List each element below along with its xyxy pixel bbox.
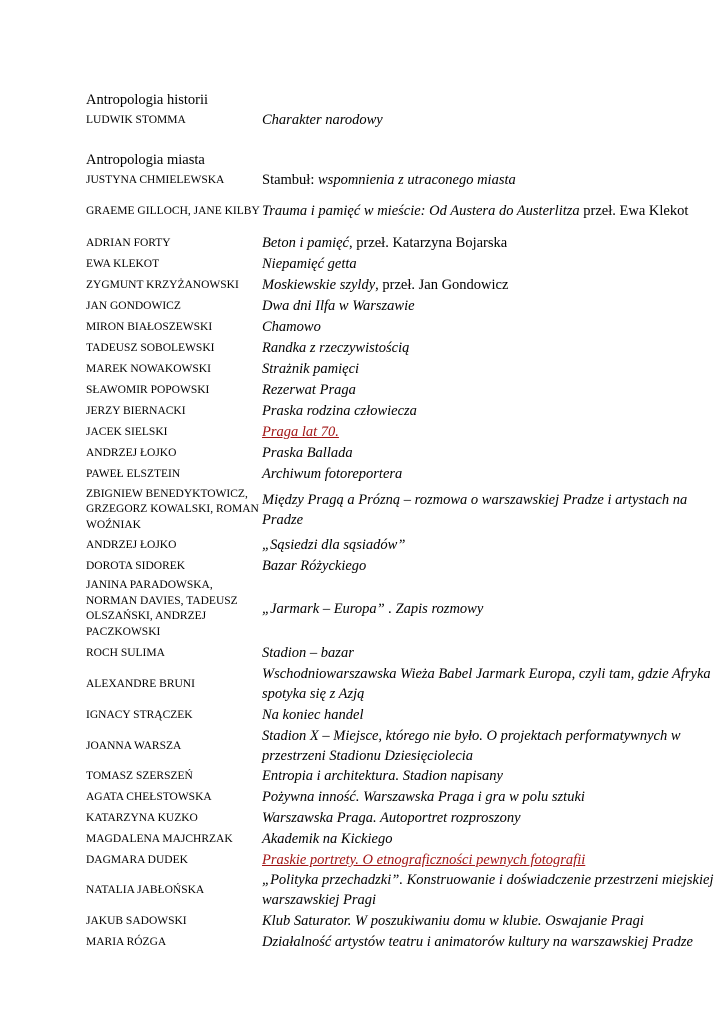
entry-row: [86, 191, 722, 231]
entry-title: „Sąsiedzi dla sąsiadów”: [262, 537, 406, 553]
entry-author: ZYGMUNT KRZYŻANOWSKI: [86, 279, 239, 291]
entry-title: „Polityka przechadzki”. Konstruowanie i doświadczenie przestrzeni miejskiej warszawskiej Pragi: [262, 872, 714, 908]
entry-title: Warszawska Praga. Autoportret rozproszony: [262, 810, 521, 826]
entry-row: [86, 443, 722, 463]
entry-title: Praska rodzina człowiecza: [262, 403, 417, 419]
entry-title: [262, 422, 722, 442]
entry-row: [86, 556, 722, 576]
entry-author: MARIA RÓZGA: [86, 936, 167, 948]
entry-author: TADEUSZ SOBOLEWSKI: [86, 342, 215, 354]
entry-row: [86, 643, 722, 663]
entry-row: [86, 486, 722, 534]
entry-author: ROCH SULIMA: [86, 647, 165, 659]
entry-author: KATARZYNA KUZKO: [86, 812, 198, 824]
entry-title: „Jarmark – Europa” . Zapis rozmowy: [262, 601, 484, 617]
entry-title: Stambuł: wspomnienia z utraconego miasta: [262, 172, 516, 188]
entry-author: SŁAWOMIR POPOWSKI: [86, 384, 210, 396]
entry-title: Stadion X – Miejsce, którego nie było. O projektach performatywnych w przestrzeni Stadionu Dziesięciolecia: [262, 728, 681, 764]
entry-author: MAREK NOWAKOWSKI: [86, 363, 211, 375]
entry-author: JANINA PARADOWSKA, NORMAN DAVIES, TADEUSZ OLSZAŃSKI, ANDRZEJ PACZKOWSKI: [86, 579, 238, 638]
entry-author: JAN GONDOWICZ: [86, 300, 181, 312]
entry-title: Moskiewskie szyldy, przeł. Jan Gondowicz: [262, 277, 509, 293]
entry-author: ALEXANDRE BRUNI: [86, 678, 195, 690]
entry-title: Archiwum fotoreportera: [262, 466, 403, 482]
entry-title: Niepamięć getta: [262, 256, 357, 272]
entry-row: [86, 296, 722, 316]
entry-title: Charakter narodowy: [262, 112, 383, 128]
entry-row: [86, 254, 722, 274]
entry-row: [86, 338, 722, 358]
entry-author: ANDRZEJ ŁOJKO: [86, 447, 177, 459]
entry-row: [86, 422, 722, 442]
entry-title: Praska Ballada: [262, 445, 353, 461]
entry-author: TOMASZ SZERSZEŃ: [86, 770, 193, 782]
entry-author: JAKUB SADOWSKI: [86, 915, 187, 927]
entry-row: [86, 766, 722, 786]
entry-author: ADRIAN FORTY: [86, 237, 171, 249]
entry-title: Bazar Różyckiego: [262, 558, 367, 574]
entry-author: JERZY BIERNACKI: [86, 405, 186, 417]
entry-row: [86, 787, 722, 807]
entry-author: JOANNA WARSZA: [86, 740, 182, 752]
entry-author: ANDRZEJ ŁOJKO: [86, 539, 177, 551]
entry-row: [86, 535, 722, 555]
entry-author: MAGDALENA MAJCHRZAK: [86, 833, 233, 845]
entry-row: [86, 850, 722, 870]
entry-row: [86, 726, 722, 766]
entry-row: [86, 664, 722, 704]
entry-author: GRAEME GILLOCH, JANE KILBY: [86, 205, 260, 217]
entry-title: Entropia i architektura. Stadion napisany: [262, 768, 503, 784]
entry-title: Na koniec handel: [262, 707, 364, 723]
entry-title: Pożywna inność. Warszawska Praga i gra w polu sztuki: [262, 789, 585, 805]
entry-author: ZBIGNIEW BENEDYKTOWICZ, GRZEGORZ KOWALSKI, ROMAN WOŹNIAK: [86, 487, 259, 531]
entry-row: [86, 170, 722, 190]
entry-author: MIRON BIAŁOSZEWSKI: [86, 321, 213, 333]
entry-author: DAGMARA DUDEK: [86, 854, 188, 866]
entry-title: Działalność artystów teatru i animatorów kultury na warszawskiej Pradze: [262, 934, 693, 950]
entry-author: NATALIA JABŁOŃSKA: [86, 884, 205, 896]
entry-title: Dwa dni Ilfa w Warszawie: [262, 298, 415, 314]
entry-author: LUDWIK STOMMA: [86, 114, 186, 126]
entry-title: Chamowo: [262, 319, 321, 335]
entry-row: [86, 464, 722, 484]
entry-title: Strażnik pamięci: [262, 361, 360, 377]
entry-title: Akademik na Kickiego: [262, 831, 393, 847]
entry-row: [86, 110, 722, 130]
entry-author: AGATA CHEŁSTOWSKA: [86, 791, 212, 803]
entry-title-link[interactable]: Praskie portrety. O etnograficzności pewnych fotografii: [262, 852, 586, 868]
section-heading-antropologia-miasta: Antropologia miasta: [86, 152, 205, 168]
entry-author: IGNACY STRĄCZEK: [86, 709, 193, 721]
section-heading-antropologia-historii: Antropologia historii: [86, 92, 209, 108]
entry-row: [86, 317, 722, 337]
entry-row: [86, 911, 722, 931]
entry-title: [262, 850, 722, 870]
entry-row: [86, 359, 722, 379]
entry-author: JACEK SIELSKI: [86, 426, 168, 438]
entry-author: EWA KLEKOT: [86, 258, 160, 270]
entry-author: DOROTA SIDOREK: [86, 560, 186, 572]
entry-title-link[interactable]: Praga lat 70.: [262, 424, 339, 440]
entry-row: [86, 233, 722, 253]
entry-title: Klub Saturator. W poszukiwaniu domu w klubie. Oswajanie Pragi: [262, 913, 644, 929]
entry-title: Stadion – bazar: [262, 645, 354, 661]
entry-row: [86, 932, 722, 952]
entry-row: [86, 870, 722, 910]
entry-row: [86, 577, 722, 641]
entry-title: Rezerwat Praga: [262, 382, 356, 398]
entry-title: Wschodniowarszawska Wieża Babel Jarmark Europa, czyli tam, gdzie Afryka spotyka się z Azją: [262, 666, 711, 702]
entry-row: [86, 401, 722, 421]
entry-row: [86, 380, 722, 400]
entry-title: Trauma i pamięć w mieście: Od Austera do Austerlitza przeł. Ewa Klekot: [262, 203, 689, 219]
entry-title: Między Pragą a Prózną – rozmowa o warszawskiej Pradze i artystach na Pradze: [262, 492, 688, 528]
entry-title: Randka z rzeczywistością: [262, 340, 410, 356]
entry-author: PAWEŁ ELSZTEIN: [86, 468, 181, 480]
entry-title: Beton i pamięć, przeł. Katarzyna Bojarska: [262, 235, 508, 251]
entry-row: [86, 275, 722, 295]
entry-row: [86, 829, 722, 849]
entry-author: JUSTYNA CHMIELEWSKA: [86, 174, 225, 186]
entry-row: [86, 808, 722, 828]
entry-row: [86, 705, 722, 725]
